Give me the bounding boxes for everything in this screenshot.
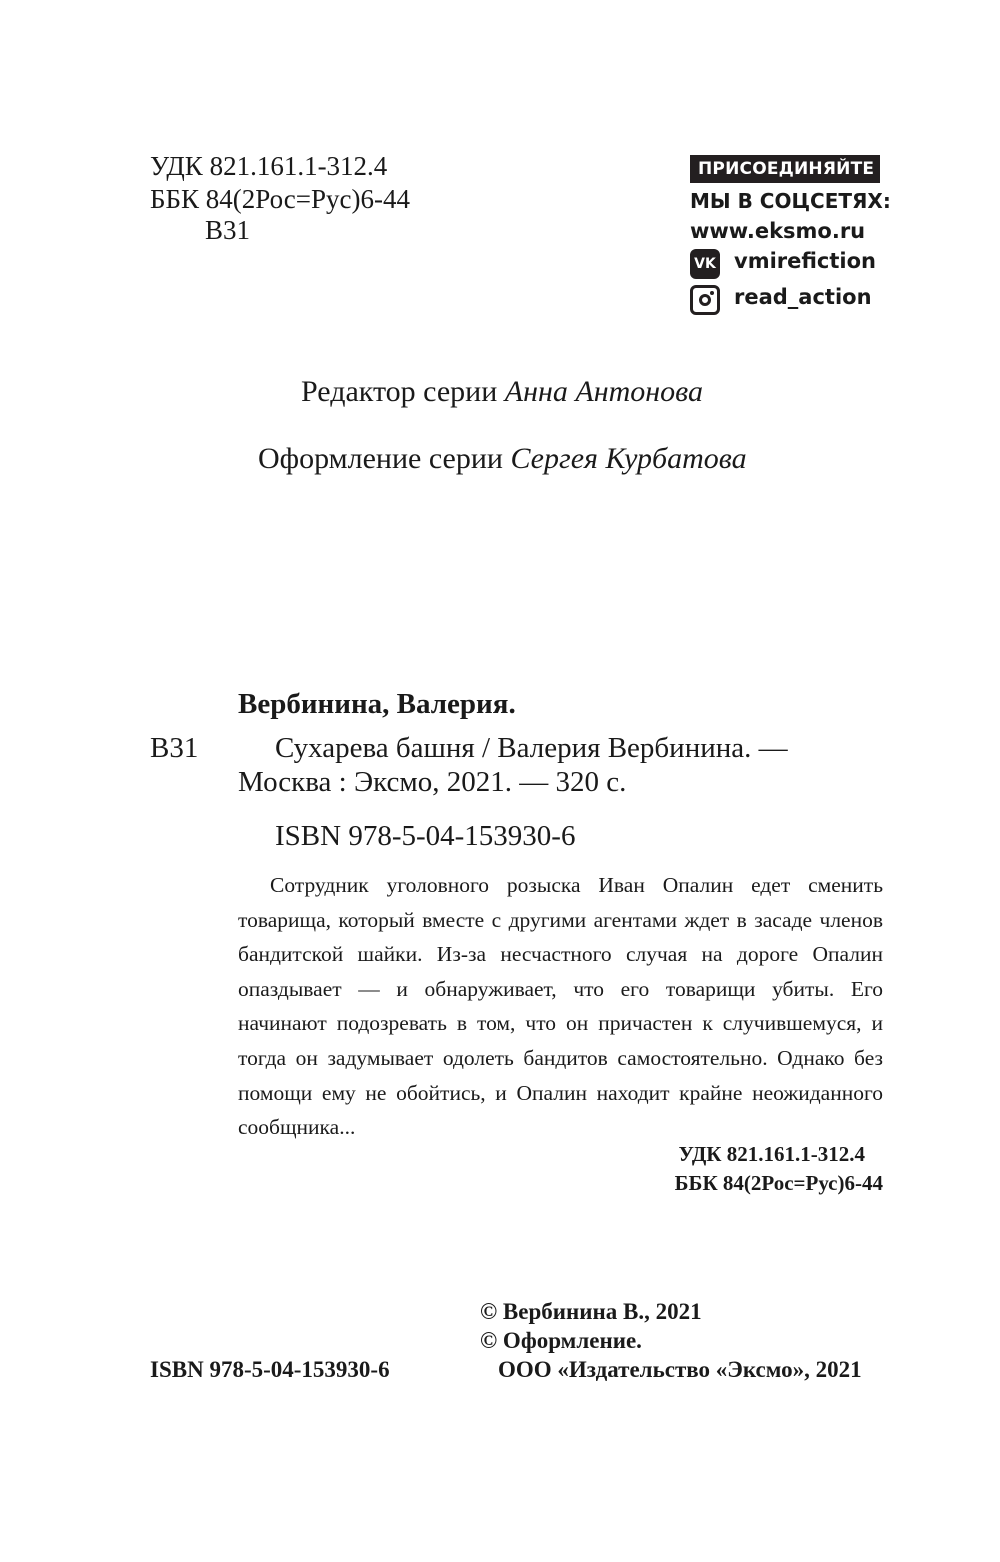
- copyright-design: © Оформление.: [480, 1328, 642, 1353]
- series-design: [258, 441, 747, 477]
- publisher-copyright: ООО «Издательство «Эксмо», 2021: [498, 1357, 862, 1382]
- vk-icon: VK: [690, 249, 720, 279]
- card-bbk: ББК 84(2Рос=Рус)6-44: [674, 1171, 883, 1195]
- copyright-author: © Вербинина В., 2021: [480, 1299, 702, 1324]
- card-udk: УДК 821.161.1-312.4: [678, 1142, 865, 1166]
- card-annotation: [238, 868, 883, 1145]
- instagram-icon: [690, 285, 720, 315]
- card-title-line: Сухарева башня / Валерия Вербинина. —: [275, 732, 788, 764]
- card-code: В31: [150, 732, 199, 764]
- design-name: Сергея Курбатова: [510, 442, 747, 475]
- footer-isbn: ISBN 978-5-04-153930-6: [150, 1357, 390, 1382]
- editor-name: Анна Антонова: [504, 375, 703, 408]
- series-editor: [301, 374, 703, 410]
- website-link[interactable]: www.eksmo.ru: [690, 219, 866, 243]
- vk-handle[interactable]: vmirefiction: [734, 249, 876, 273]
- card-isbn: ISBN 978-5-04-153930-6: [275, 820, 576, 852]
- annotation-text: Сотрудник уголовного розыска Иван Опалин едет сменить товарища, который вместе с другими агентами ждет в засаде членов бандитской шайки. Из-за несчастного случая на дороге Опалин опаздывает — и обнаруживает, что его товарищи убиты. Его начинают подозревать в том, что он причастен к случившемуся, и тогда он задумывает одолеть бандитов самостоятельно. Однако без помощи ему не обойтись, и Опалин находит крайне неожиданного сообщника...: [238, 873, 883, 1140]
- udk-code: УДК 821.161.1-312.4: [150, 151, 388, 181]
- join-subtitle: МЫ В СОЦСЕТЯХ:: [690, 189, 891, 213]
- editor-label: Редактор серии: [301, 375, 498, 408]
- card-author: Вербинина, Валерия.: [238, 688, 516, 720]
- author-mark: В31: [205, 215, 251, 245]
- card-imprint-line: Москва : Эксмо, 2021. — 320 с.: [238, 766, 627, 798]
- join-banner: ПРИСОЕДИНЯЙТЕ: [690, 155, 880, 183]
- instagram-handle[interactable]: read_action: [734, 285, 872, 309]
- bbk-code: ББК 84(2Рос=Рус)6-44: [150, 184, 410, 214]
- design-label: Оформление серии: [258, 442, 503, 475]
